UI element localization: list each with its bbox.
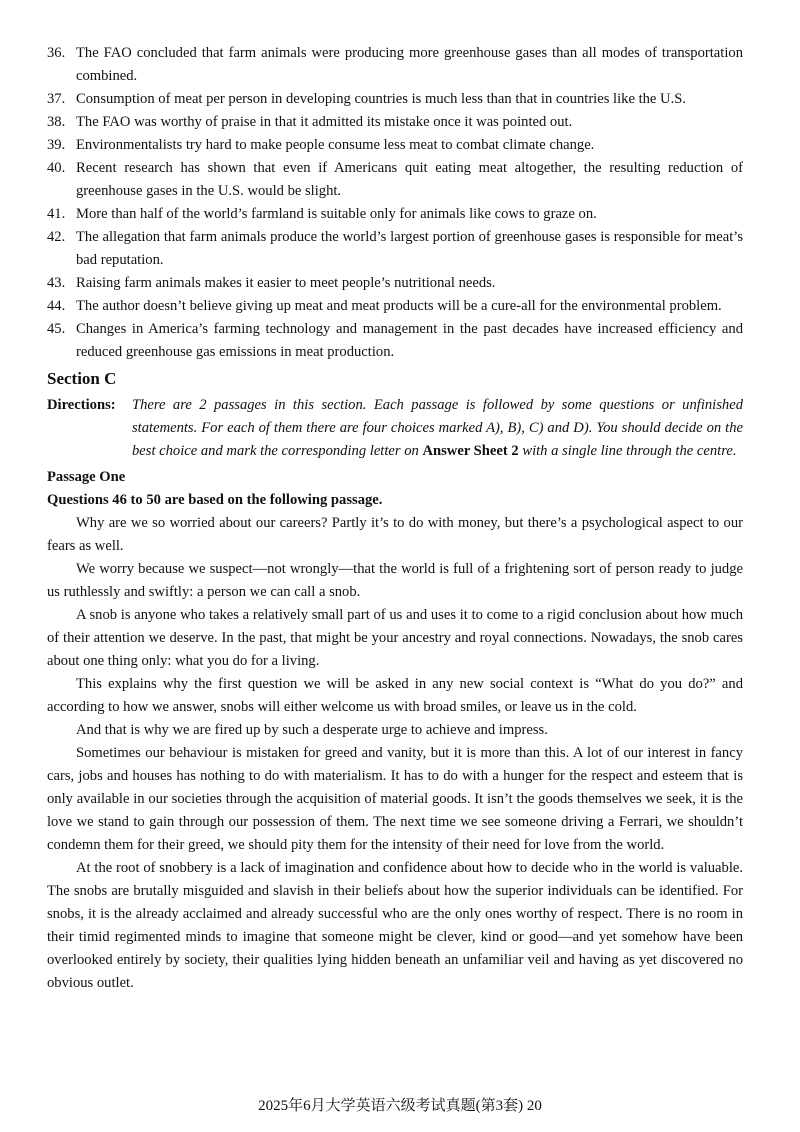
statement-item <box>47 42 743 88</box>
statement-number: 44. <box>47 298 66 314</box>
statement-item <box>47 88 743 111</box>
statement-text: The FAO was worthy of praise in that it admitted its mistake once it was pointed out. <box>76 114 573 130</box>
statement-item <box>47 134 743 157</box>
statement-number: 40. <box>47 160 66 176</box>
statement-text: Raising farm animals makes it easier to meet people’s nutritional needs. <box>76 275 496 291</box>
statement-item <box>47 295 743 318</box>
statement-number: 45. <box>47 321 66 337</box>
statement-text: The FAO concluded that farm animals were producing more greenhouse gases than all modes of transportation combined. <box>76 45 743 84</box>
statement-text: Consumption of meat per person in developing countries is much less than that in countries like the U.S. <box>76 91 686 107</box>
passage-paragraph: A snob is anyone who takes a relatively small part of us and uses it to come to a rigid conclusion about how much of their attention we deserve. In the past, that might be your ancestry and royal connections. Nowadays, the snob cares about one thing only: what you do for a living. <box>47 607 743 669</box>
directions-text <box>132 394 743 463</box>
statement-number: 39. <box>47 137 66 153</box>
statement-text: Environmentalists try hard to make people consume less meat to combat climate change. <box>76 137 595 153</box>
statement-number: 36. <box>47 45 66 61</box>
passage-paragraph: Why are we so worried about our careers? Partly it’s to do with money, but there’s a psychological aspect to our fears as well. <box>47 515 743 554</box>
statement-text: Changes in America’s farming technology and management in the past decades have increased efficiency and reduced greenhouse gas emissions in meat production. <box>76 321 743 360</box>
section-title: Section C <box>47 369 117 388</box>
statement-item <box>47 226 743 272</box>
passage-body <box>47 512 743 995</box>
directions-text-part2: with a single line through the centre. <box>518 443 737 459</box>
passage-title: Passage One <box>47 469 126 485</box>
answer-sheet-reference: Answer Sheet 2 <box>422 443 519 459</box>
statement-list <box>47 42 743 364</box>
content-column <box>47 42 743 995</box>
statement-number: 38. <box>47 114 66 130</box>
passage-paragraph: We worry because we suspect—not wrongly—that the world is full of a frightening sort of person ready to judge us ruthlessly and swiftly: a person we can call a snob. <box>47 561 743 600</box>
directions-label: Directions: <box>47 397 116 413</box>
directions <box>47 394 743 463</box>
statement-item <box>47 157 743 203</box>
page-footer: 2025年6月大学英语六级考试真题(第3套) 20 <box>258 1098 542 1114</box>
passage-paragraph: And that is why we are fired up by such a desperate urge to achieve and impress. <box>76 722 548 738</box>
statement-item <box>47 111 743 134</box>
statement-item <box>47 203 743 226</box>
passage-paragraph: Sometimes our behaviour is mistaken for greed and vanity, but it is more than this. A lot of our interest in fancy cars, jobs and houses has nothing to do with materialism. It has to do with a hunger for the respect and esteem that is only available in our societies through the acquisition of material goods. It isn’t the goods themselves we seek, it is the love we stand to gain through our possession of them. The next time we see someone driving a Ferrari, we shouldn’t condemn them for their greed, we should pity them for the intensity of their need for love from the world. <box>47 745 743 853</box>
statement-number: 43. <box>47 275 66 291</box>
statement-text: The author doesn’t believe giving up meat and meat products will be a cure-all for the environmental problem. <box>76 298 722 314</box>
statement-text: The allegation that farm animals produce the world’s largest portion of greenhouse gases is responsible for meat’s bad reputation. <box>76 229 743 268</box>
passage-paragraph: This explains why the first question we will be asked in any new social context is “What do you do?” and according to how we answer, snobs will either welcome us with broad smiles, or leave us in the cold. <box>47 676 743 715</box>
passage-paragraph: At the root of snobbery is a lack of imagination and confidence about how to decide who in the world is valuable. The snobs are brutally misguided and slavish in their beliefs about how the superior individuals can be identified. For snobs, it is the already acclaimed and already successful who are the only ones worthy of respect. There is no room in their timid regimented minds to imagine that someone might be clever, kind or good—and yet somehow have been overlooked entirely by society, their qualities lying hidden beneath an unfamiliar veil and having as yet discovered no obvious outlet. <box>47 860 743 991</box>
statement-number: 37. <box>47 91 66 107</box>
questions-heading: Questions 46 to 50 are based on the following passage. <box>47 492 383 508</box>
statement-text: More than half of the world’s farmland is suitable only for animals like cows to graze on. <box>76 206 597 222</box>
directions-text-part1: There are 2 passages in this section. Each passage is followed by some questions or unfinished statements. For each of them there are four choices marked A), B), C) and D). You should decide on the best choice and mark the corresponding letter on <box>132 397 743 459</box>
statement-item <box>47 272 743 295</box>
statement-number: 42. <box>47 229 66 245</box>
statement-text: Recent research has shown that even if Americans quit eating meat altogether, the resulting reduction of greenhouse gases in the U.S. would be slight. <box>76 160 743 199</box>
statement-number: 41. <box>47 206 66 222</box>
statement-item <box>47 318 743 364</box>
